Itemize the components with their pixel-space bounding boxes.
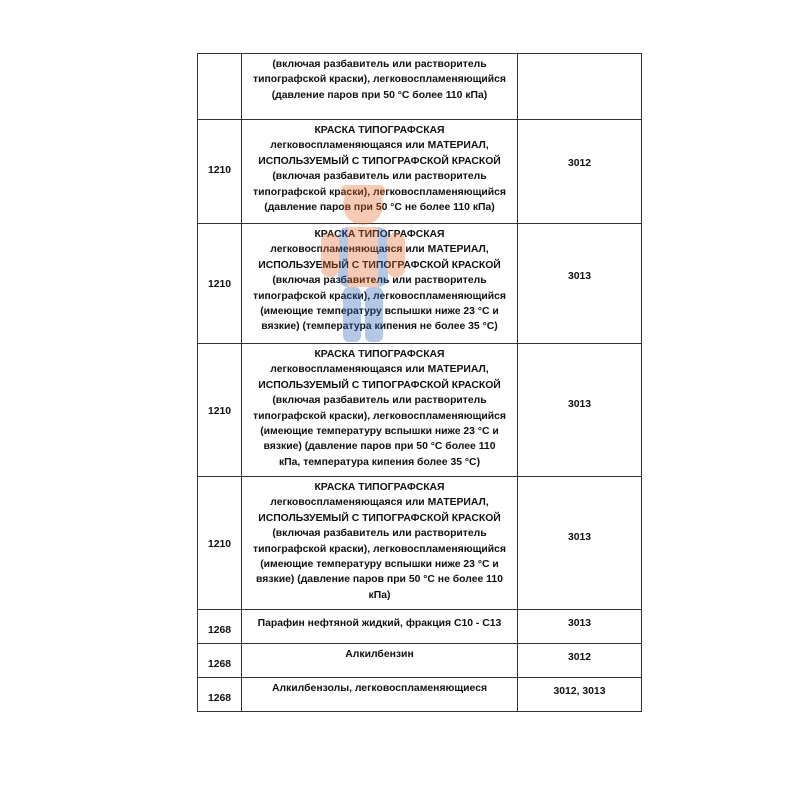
substance-name-line: ИСПОЛЬЗУЕМЫЙ С ТИПОГРАФСКОЙ КРАСКОЙ <box>258 512 501 524</box>
substance-name-line: (включая разбавитель или растворитель <box>272 275 487 287</box>
substance-name-line: типографской краски), легковоспламеняющийся <box>253 410 506 422</box>
substance-name-cell <box>242 224 518 344</box>
substance-name-line: КРАСКА ТИПОГРАФСКАЯ <box>314 125 445 136</box>
substance-name-line: вязкие) (давление паров при 50 °С более 110 <box>263 441 496 453</box>
substance-name-line: ИСПОЛЬЗУЕМЫЙ С ТИПОГРАФСКОЙ КРАСКОЙ <box>258 155 501 167</box>
substance-name-line: (имеющие температуру вспышки ниже 23 °С и <box>260 306 499 318</box>
table-row <box>198 610 642 644</box>
substance-name-cell <box>242 678 518 712</box>
substance-name-line: кПа) <box>368 589 391 601</box>
un-number-cell: 1210 <box>198 224 242 344</box>
substance-name-line: легковоспламеняющаяся или МАТЕРИАЛ, <box>270 244 489 256</box>
substance-name-line: (имеющие температуру вспышки ниже 23 °С и <box>260 426 499 438</box>
table-row <box>198 120 642 224</box>
substance-name-line: Парафин нефтяной жидкий, фракция С10 - С13 <box>257 618 502 629</box>
substance-name-line: кПа, температура кипения более 35 °С) <box>278 456 481 468</box>
substance-name-line: вязкие) (давление паров при 50 °С не более 110 <box>256 574 503 586</box>
substance-name-line: легковоспламеняющаяся или МАТЕРИАЛ, <box>270 497 489 509</box>
substance-name-line: типографской краски), легковоспламеняющийся <box>253 186 506 198</box>
emergency-code-cell: 3012 <box>518 120 642 224</box>
substance-name-line: типографской краски), легковоспламеняющийся <box>253 290 506 302</box>
emergency-code-cell <box>518 54 642 120</box>
substance-name-line: (включая разбавитель или растворитель <box>272 171 487 183</box>
substance-name-line: (включая разбавитель или растворитель <box>272 528 487 540</box>
substance-name-cell <box>242 610 518 644</box>
table-row <box>198 344 642 477</box>
un-number-cell: 1268 <box>198 644 242 678</box>
emergency-code-cell: 3012, 3013 <box>518 678 642 712</box>
substance-name-line: (включая разбавитель или растворитель <box>272 59 487 70</box>
hazard-code-table <box>197 53 642 712</box>
substance-name-line: Алкилбензолы, легковоспламеняющиеся <box>271 683 488 694</box>
emergency-code-cell: 3013 <box>518 477 642 610</box>
substance-name-line: типографской краски), легковоспламеняющийся <box>253 74 506 86</box>
substance-name-line: ИСПОЛЬЗУЕМЫЙ С ТИПОГРАФСКОЙ КРАСКОЙ <box>258 259 501 271</box>
emergency-code-cell: 3012 <box>518 644 642 678</box>
substance-name-cell <box>242 54 518 120</box>
substance-name-line: ИСПОЛЬЗУЕМЫЙ С ТИПОГРАФСКОЙ КРАСКОЙ <box>258 379 501 391</box>
un-number-cell: 1210 <box>198 120 242 224</box>
un-number-cell: 1210 <box>198 344 242 477</box>
substance-name-line: вязкие) (температура кипения не более 35 °С) <box>261 321 498 333</box>
substance-name-cell <box>242 344 518 477</box>
un-number-cell: 1268 <box>198 678 242 712</box>
table-row <box>198 644 642 678</box>
substance-name-cell <box>242 644 518 678</box>
un-number-cell: 1268 <box>198 610 242 644</box>
emergency-code-cell: 3013 <box>518 224 642 344</box>
substance-name-line: КРАСКА ТИПОГРАФСКАЯ <box>314 349 445 360</box>
table-row <box>198 477 642 610</box>
substance-name-line: (давление паров при 50 °С не более 110 кПа) <box>264 202 495 214</box>
substance-name-line: Алкилбензин <box>345 649 414 660</box>
table-row <box>198 678 642 712</box>
substance-name-line: КРАСКА ТИПОГРАФСКАЯ <box>314 482 445 493</box>
substance-name-cell <box>242 477 518 610</box>
table-body <box>198 54 642 712</box>
substance-name-line: КРАСКА ТИПОГРАФСКАЯ <box>314 229 445 240</box>
substance-name-line: легковоспламеняющаяся или МАТЕРИАЛ, <box>270 140 489 152</box>
substance-name-line: (имеющие температуру вспышки ниже 23 °С и <box>260 559 499 571</box>
substance-name-cell <box>242 120 518 224</box>
emergency-code-cell: 3013 <box>518 344 642 477</box>
substance-name-line: легковоспламеняющаяся или МАТЕРИАЛ, <box>270 364 489 376</box>
un-number-cell: 1210 <box>198 477 242 610</box>
un-number-cell <box>198 54 242 120</box>
table-row <box>198 54 642 120</box>
table-row <box>198 224 642 344</box>
substance-name-line: (включая разбавитель или растворитель <box>272 395 487 407</box>
substance-name-line: типографской краски), легковоспламеняющийся <box>253 543 506 555</box>
emergency-code-cell: 3013 <box>518 610 642 644</box>
substance-name-line: (давление паров при 50 °С более 110 кПа) <box>271 89 488 101</box>
